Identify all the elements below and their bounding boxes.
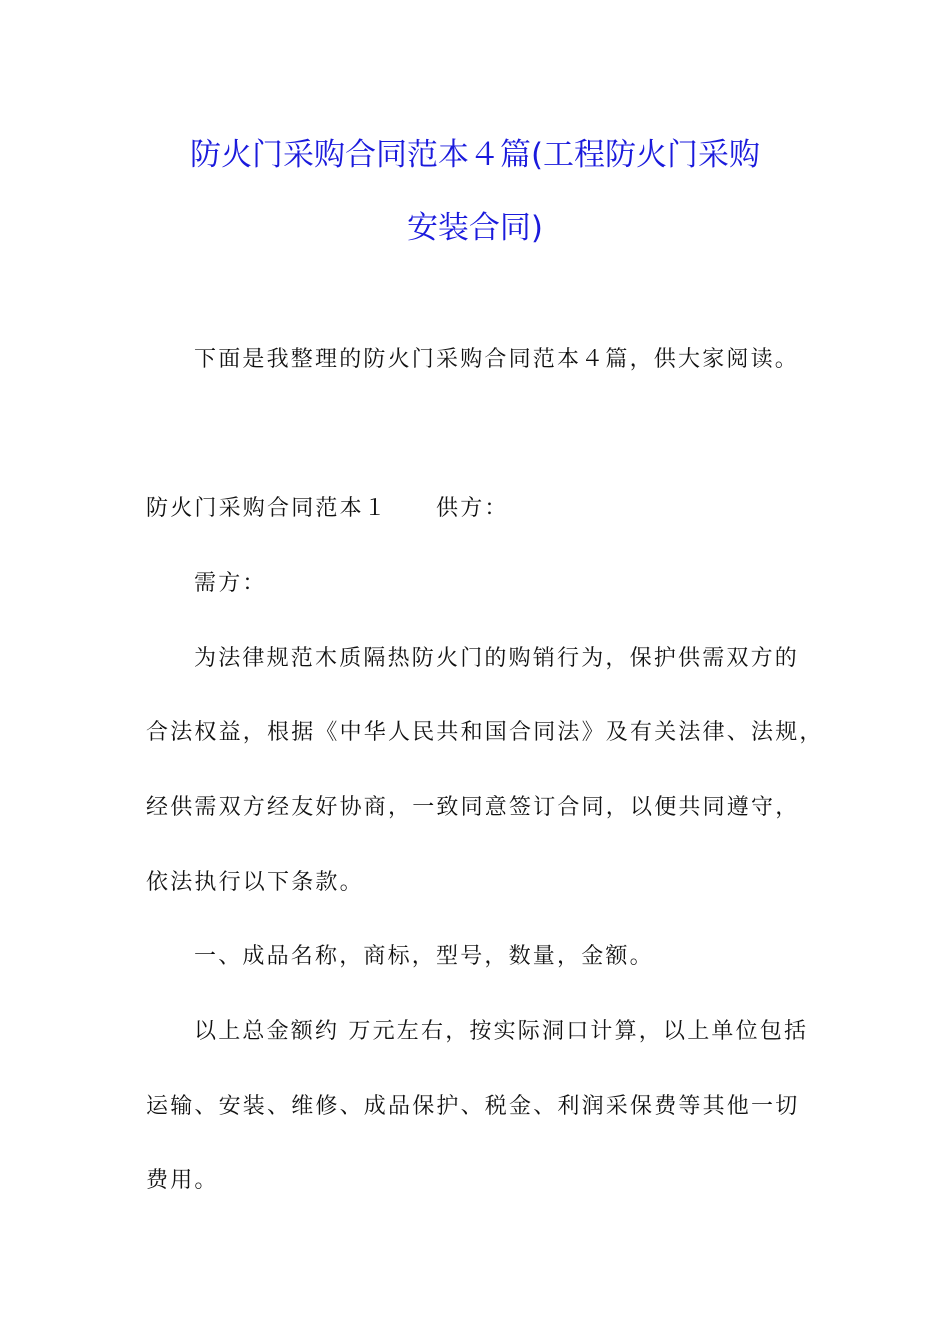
paragraph-line: 运输、安装、维修、成品保护、税金、利润采保费等其他一切 xyxy=(146,1094,800,1119)
document-title-line-2: 安装合同) xyxy=(406,210,544,246)
intro-paragraph: 下面是我整理的防火门采购合同范本４篇，供大家阅读。 xyxy=(194,347,800,372)
paragraph-line: 费用。 xyxy=(146,1168,219,1193)
paragraph-line: 以上总金额约 万元左右，按实际洞口计算，以上单位包括 xyxy=(194,1019,809,1044)
section-heading: 防火门采购合同范本１ xyxy=(146,496,389,521)
paragraph-line: 为法律规范木质隔热防火门的购销行为，保护供需双方的 xyxy=(194,646,800,671)
section-heading-row xyxy=(146,494,509,524)
supplier-label: 供方： xyxy=(436,496,509,521)
document-title-line-1: 防火门采购合同范本４篇(工程防火门采购 xyxy=(189,137,761,173)
paragraph-line: 经供需双方经友好协商，一致同意签订合同，以便共同遵守， xyxy=(146,795,800,820)
clause-heading: 一、成品名称，商标，型号，数量，金额。 xyxy=(194,944,654,969)
buyer-label: 需方： xyxy=(194,571,267,596)
paragraph-line: 依法执行以下条款。 xyxy=(146,870,364,895)
paragraph-line: 合法权益，根据《中华人民共和国合同法》及有关法律、法规， xyxy=(146,720,824,745)
